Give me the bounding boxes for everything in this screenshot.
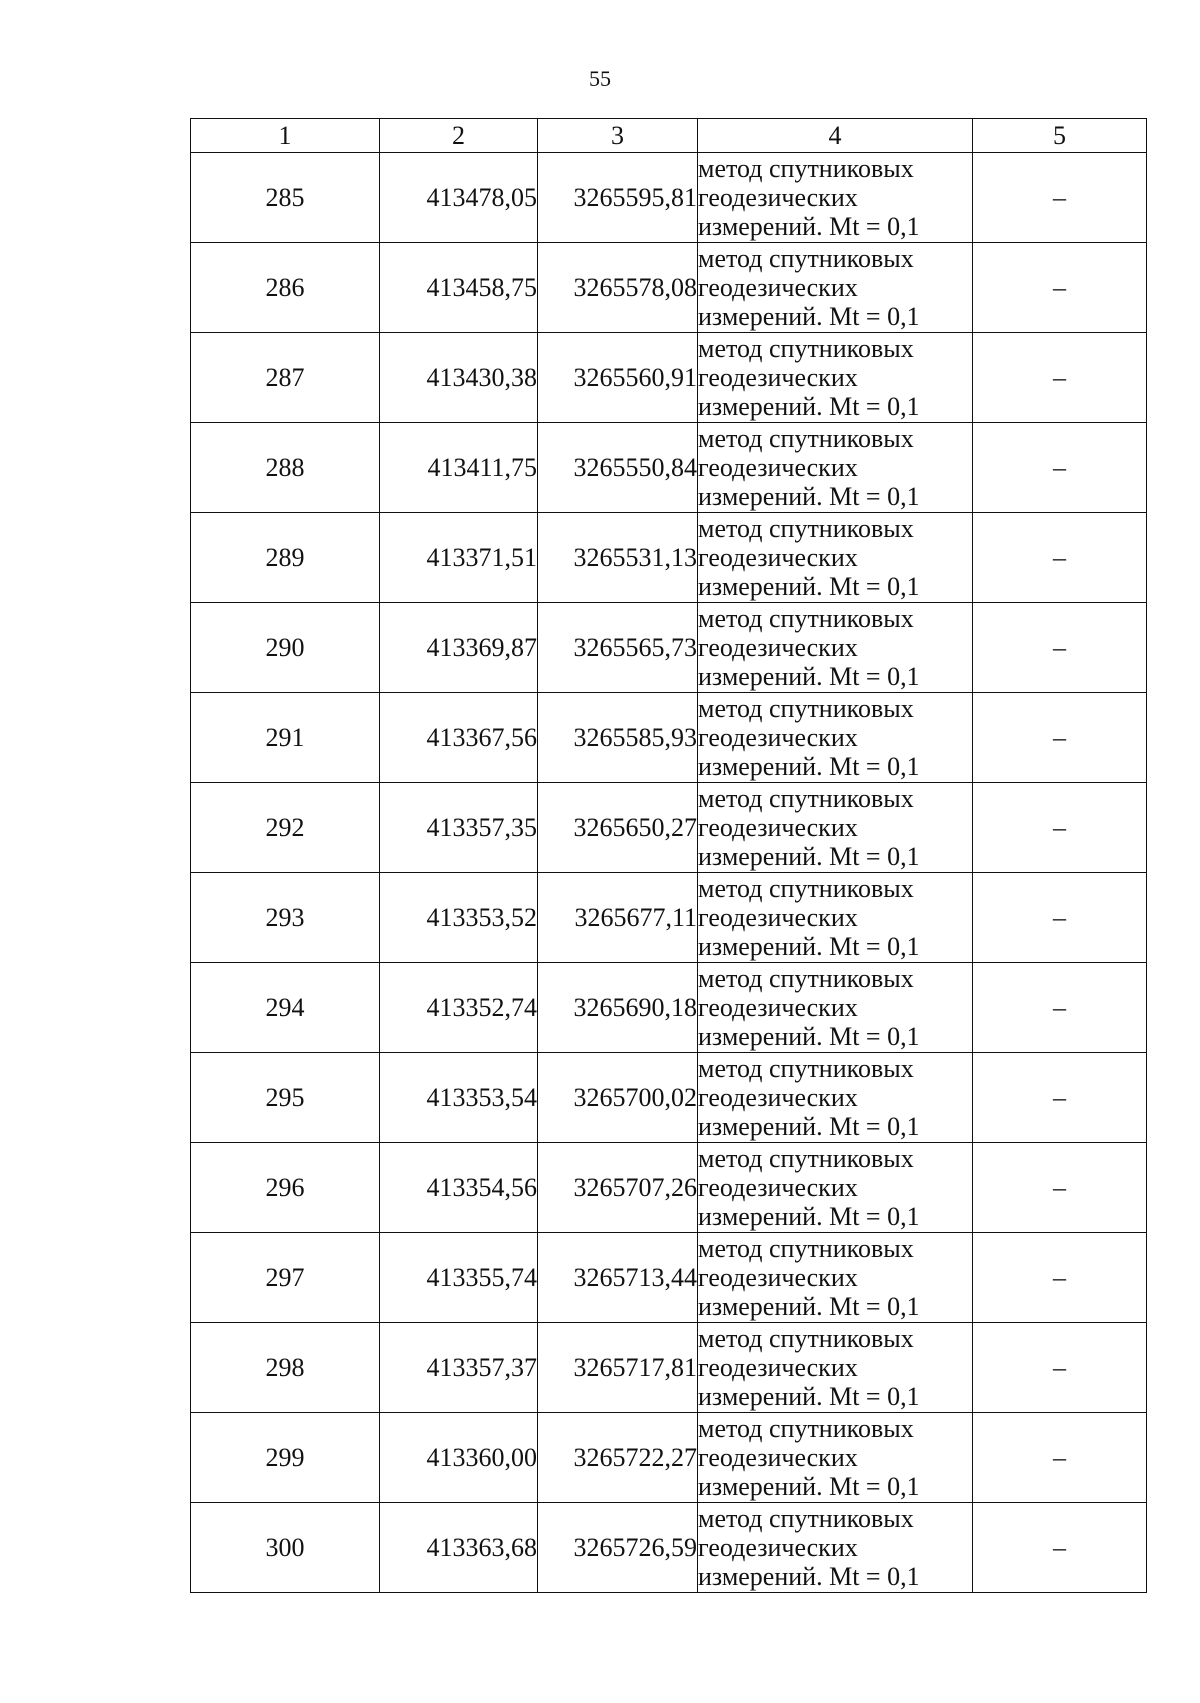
coordinate-x-cell: 413369,87 (380, 603, 538, 693)
point-number-cell: 299 (191, 1413, 380, 1503)
point-number-cell: 297 (191, 1233, 380, 1323)
method-text-line: геодезических (698, 1443, 858, 1472)
note-cell: – (973, 1413, 1147, 1503)
coordinate-x-cell: 413353,52 (380, 873, 538, 963)
point-number-cell: 285 (191, 153, 380, 243)
method-text-line: метод спутниковых (698, 514, 914, 543)
coordinate-y-cell: 3265531,13 (538, 513, 698, 603)
point-number-cell: 298 (191, 1323, 380, 1413)
point-number-cell: 286 (191, 243, 380, 333)
point-number-cell: 296 (191, 1143, 380, 1233)
method-cell (698, 873, 973, 963)
method-text-line: измерений. Mt = 0,1 (698, 1202, 920, 1231)
coordinate-x-cell: 413371,51 (380, 513, 538, 603)
method-text-line: геодезических (698, 903, 858, 932)
method-text-line: геодезических (698, 1263, 858, 1292)
method-text-line: измерений. Mt = 0,1 (698, 932, 920, 961)
coordinate-x-cell: 413363,68 (380, 1503, 538, 1593)
point-number-cell: 291 (191, 693, 380, 783)
method-text-line: метод спутниковых (698, 1324, 914, 1353)
method-cell (698, 1503, 973, 1593)
point-number-cell: 287 (191, 333, 380, 423)
note-cell: – (973, 1323, 1147, 1413)
method-text-line: измерений. Mt = 0,1 (698, 302, 920, 331)
method-cell (698, 1143, 973, 1233)
method-text-line: метод спутниковых (698, 964, 914, 993)
method-text-line: геодезических (698, 543, 858, 572)
coordinate-x-cell: 413353,54 (380, 1053, 538, 1143)
method-text-line: метод спутниковых (698, 1414, 914, 1443)
method-text-line: метод спутниковых (698, 154, 914, 183)
method-text-line: метод спутниковых (698, 244, 914, 273)
table-header (191, 119, 1147, 153)
note-cell: – (973, 1053, 1147, 1143)
method-cell (698, 693, 973, 783)
point-number-cell: 288 (191, 423, 380, 513)
note-cell: – (973, 1233, 1147, 1323)
method-text-line: измерений. Mt = 0,1 (698, 662, 920, 691)
method-cell (698, 513, 973, 603)
coordinate-y-cell: 3265595,81 (538, 153, 698, 243)
point-number-cell: 290 (191, 603, 380, 693)
method-text-line: измерений. Mt = 0,1 (698, 1382, 920, 1411)
coordinate-x-cell: 413357,35 (380, 783, 538, 873)
coordinate-y-cell: 3265550,84 (538, 423, 698, 513)
note-cell: – (973, 873, 1147, 963)
note-cell: – (973, 423, 1147, 513)
method-cell (698, 783, 973, 873)
method-text-line: измерений. Mt = 0,1 (698, 1472, 920, 1501)
method-text-line: геодезических (698, 633, 858, 662)
method-cell (698, 963, 973, 1053)
method-text-line: измерений. Mt = 0,1 (698, 392, 920, 421)
coordinate-x-cell: 413357,37 (380, 1323, 538, 1413)
coordinate-y-cell: 3265578,08 (538, 243, 698, 333)
method-text-line: измерений. Mt = 0,1 (698, 1562, 920, 1591)
method-text-line: геодезических (698, 1353, 858, 1382)
note-cell: – (973, 153, 1147, 243)
note-cell: – (973, 333, 1147, 423)
point-number-cell: 300 (191, 1503, 380, 1593)
point-number-cell: 289 (191, 513, 380, 603)
coordinate-y-cell: 3265700,02 (538, 1053, 698, 1143)
note-cell: – (973, 1503, 1147, 1593)
coordinate-x-cell: 413367,56 (380, 693, 538, 783)
method-text-line: метод спутниковых (698, 334, 914, 363)
table-body (191, 153, 1147, 1593)
method-text-line: метод спутниковых (698, 1054, 914, 1083)
method-text-line: метод спутниковых (698, 1144, 914, 1173)
page-number: 55 (589, 66, 611, 91)
header-row (191, 119, 1147, 153)
coordinate-y-cell: 3265713,44 (538, 1233, 698, 1323)
coordinate-x-cell: 413355,74 (380, 1233, 538, 1323)
method-cell (698, 153, 973, 243)
column-header-1: 1 (191, 119, 380, 153)
note-cell: – (973, 783, 1147, 873)
coordinate-x-cell: 413430,38 (380, 333, 538, 423)
column-header-2: 2 (380, 119, 538, 153)
table-row (191, 1053, 1147, 1143)
method-text-line: метод спутниковых (698, 424, 914, 453)
coordinate-y-cell: 3265690,18 (538, 963, 698, 1053)
method-text-line: измерений. Mt = 0,1 (698, 572, 920, 601)
method-text-line: геодезических (698, 723, 858, 752)
point-number-cell: 294 (191, 963, 380, 1053)
method-text-line: геодезических (698, 1083, 858, 1112)
table-row (191, 873, 1147, 963)
column-header-3: 3 (538, 119, 698, 153)
method-text-line: измерений. Mt = 0,1 (698, 1292, 920, 1321)
method-cell (698, 1323, 973, 1413)
coordinate-y-cell: 3265565,73 (538, 603, 698, 693)
coordinate-y-cell: 3265726,59 (538, 1503, 698, 1593)
coordinate-y-cell: 3265717,81 (538, 1323, 698, 1413)
table-row (191, 1323, 1147, 1413)
method-cell (698, 1053, 973, 1143)
table-row (191, 603, 1147, 693)
method-text-line: метод спутниковых (698, 1234, 914, 1263)
method-text-line: метод спутниковых (698, 604, 914, 633)
point-number-cell: 293 (191, 873, 380, 963)
method-text-line: измерений. Mt = 0,1 (698, 752, 920, 781)
table-row (191, 1413, 1147, 1503)
method-text-line: геодезических (698, 1533, 858, 1562)
method-text-line: геодезических (698, 993, 858, 1022)
coordinate-y-cell: 3265650,27 (538, 783, 698, 873)
method-text-line: метод спутниковых (698, 874, 914, 903)
coordinate-x-cell: 413478,05 (380, 153, 538, 243)
method-text-line: метод спутниковых (698, 694, 914, 723)
coordinate-x-cell: 413354,56 (380, 1143, 538, 1233)
coordinate-y-cell: 3265707,26 (538, 1143, 698, 1233)
column-header-5: 5 (973, 119, 1147, 153)
coordinate-x-cell: 413352,74 (380, 963, 538, 1053)
method-text-line: измерений. Mt = 0,1 (698, 1112, 920, 1141)
coordinate-y-cell: 3265722,27 (538, 1413, 698, 1503)
method-text-line: метод спутниковых (698, 1504, 914, 1533)
method-cell (698, 243, 973, 333)
table-row (191, 963, 1147, 1053)
coordinates-table (190, 118, 1147, 1593)
method-text-line: геодезических (698, 813, 858, 842)
coordinate-y-cell: 3265677,11 (538, 873, 698, 963)
note-cell: – (973, 693, 1147, 783)
method-text-line: измерений. Mt = 0,1 (698, 212, 920, 241)
method-text-line: геодезических (698, 183, 858, 212)
point-number-cell: 295 (191, 1053, 380, 1143)
table-row (191, 693, 1147, 783)
table-row (191, 423, 1147, 513)
method-cell (698, 1233, 973, 1323)
method-text-line: метод спутниковых (698, 784, 914, 813)
coordinate-x-cell: 413411,75 (380, 423, 538, 513)
method-text-line: геодезических (698, 273, 858, 302)
method-cell (698, 333, 973, 423)
method-cell (698, 423, 973, 513)
table-row (191, 333, 1147, 423)
point-number-cell: 292 (191, 783, 380, 873)
note-cell: – (973, 243, 1147, 333)
method-text-line: геодезических (698, 363, 858, 392)
method-cell (698, 1413, 973, 1503)
column-header-4: 4 (698, 119, 973, 153)
table-row (191, 783, 1147, 873)
method-text-line: геодезических (698, 1173, 858, 1202)
coordinate-x-cell: 413360,00 (380, 1413, 538, 1503)
table-row (191, 513, 1147, 603)
coordinate-y-cell: 3265585,93 (538, 693, 698, 783)
coordinate-x-cell: 413458,75 (380, 243, 538, 333)
method-text-line: измерений. Mt = 0,1 (698, 482, 920, 511)
table-row (191, 243, 1147, 333)
table-row (191, 1503, 1147, 1593)
note-cell: – (973, 603, 1147, 693)
method-text-line: измерений. Mt = 0,1 (698, 1022, 920, 1051)
table-row (191, 153, 1147, 243)
table-row (191, 1233, 1147, 1323)
note-cell: – (973, 1143, 1147, 1233)
coordinate-y-cell: 3265560,91 (538, 333, 698, 423)
method-cell (698, 603, 973, 693)
note-cell: – (973, 963, 1147, 1053)
note-cell: – (973, 513, 1147, 603)
method-text-line: измерений. Mt = 0,1 (698, 842, 920, 871)
method-text-line: геодезических (698, 453, 858, 482)
table-row (191, 1143, 1147, 1233)
